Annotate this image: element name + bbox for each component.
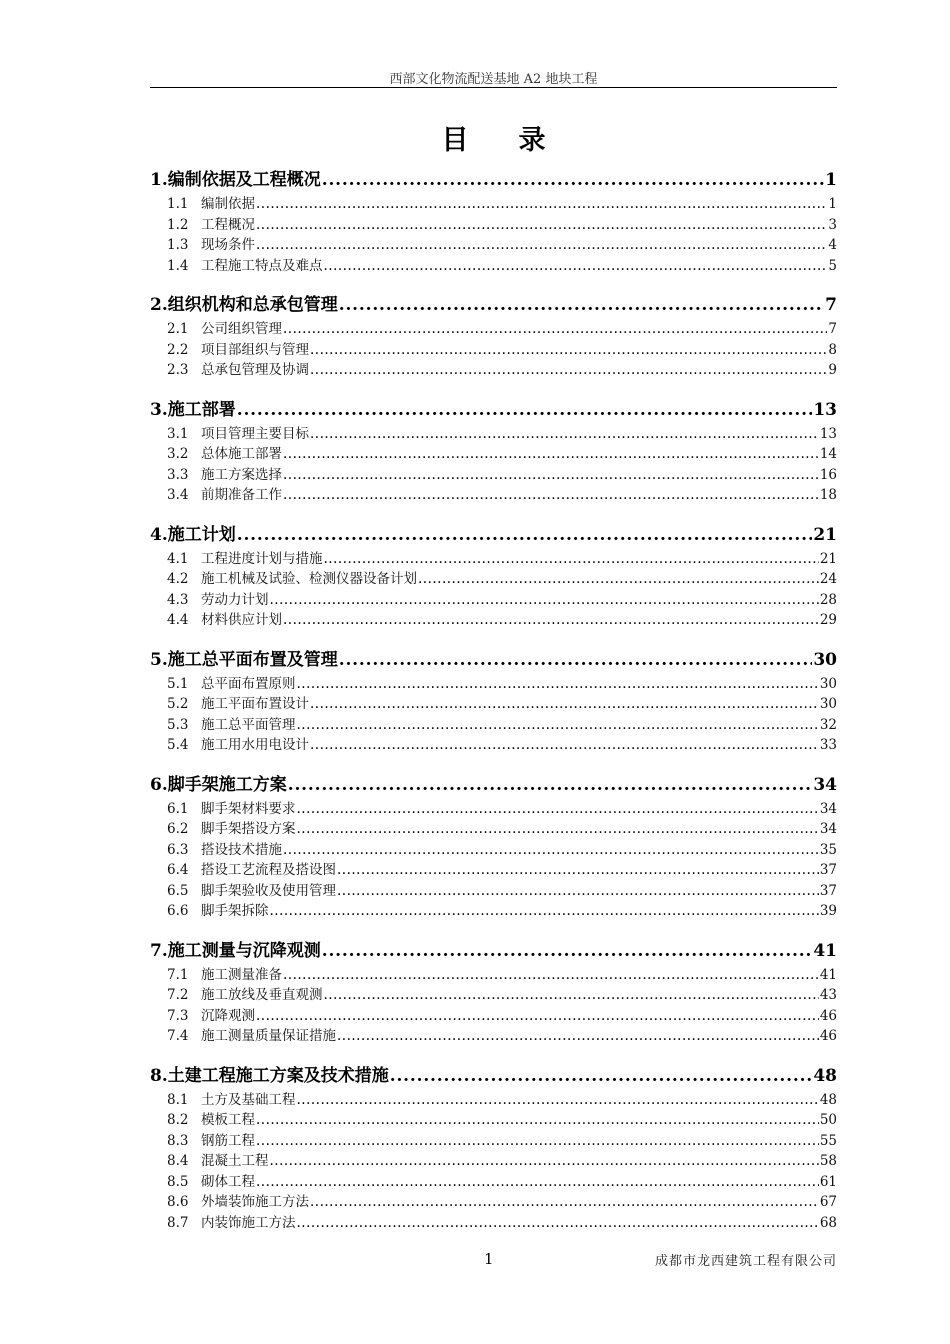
chapter-page-number: 7 (825, 295, 837, 315)
subsection-number: 6.4 (167, 862, 189, 878)
subsection-page-number: 14 (819, 446, 837, 462)
chapter-page-number: 21 (813, 524, 837, 545)
subsection-page-number: 30 (819, 696, 837, 712)
toc-section (150, 771, 837, 922)
toc-section (150, 166, 837, 276)
subsection-number: 3.2 (167, 446, 189, 462)
toc-subsection-entry[interactable] (150, 674, 837, 695)
subsection-page-number: 43 (819, 987, 837, 1003)
subsection-number: 5.1 (167, 675, 189, 692)
toc-chapter-entry[interactable] (150, 521, 837, 549)
subsection-page-number: 39 (819, 903, 837, 919)
subsection-page-number: 5 (828, 257, 837, 274)
dot-leader (237, 521, 813, 549)
subsection-number: 7.4 (167, 1028, 189, 1044)
subsection-page-number: 8 (828, 341, 837, 358)
subsection-page-number: 4 (828, 237, 837, 253)
subsection-page-number: 55 (819, 1132, 837, 1149)
dot-leader (310, 360, 827, 381)
chapter-number: 2. (150, 295, 168, 315)
toc-section (150, 646, 837, 756)
toc-subsection-entry[interactable] (150, 1172, 837, 1193)
subsection-page-number: 18 (819, 487, 837, 503)
subsection-number: 4.3 (167, 591, 189, 608)
dot-leader (270, 1151, 819, 1172)
subsection-number: 1.1 (167, 196, 189, 212)
subsection-title: 施工测量质量保证措施 (201, 1028, 336, 1044)
subsection-title: 工程施工特点及难点 (201, 257, 323, 274)
toc-chapter-entry[interactable] (150, 937, 837, 965)
page-title: 目录 (441, 125, 596, 156)
chapter-number: 8. (150, 1065, 168, 1086)
subsection-number: 4.1 (167, 550, 189, 567)
dot-leader (322, 937, 813, 965)
subsection-page-number: 34 (819, 821, 837, 837)
subsection-page-number: 50 (819, 1112, 837, 1128)
subsection-title: 脚手架验收及使用管理 (201, 882, 336, 899)
subsection-title: 模板工程 (201, 1112, 255, 1128)
toc-subsection-entry[interactable] (150, 881, 837, 902)
toc-subsection-entry[interactable] (150, 735, 837, 756)
toc-subsection-entry[interactable] (150, 715, 837, 736)
subsection-page-number: 46 (819, 1007, 837, 1024)
footer-company: 成都市龙西建筑工程有限公司 (654, 1254, 837, 1269)
subsection-page-number: 16 (819, 466, 837, 483)
subsection-title: 砌体工程 (201, 1173, 255, 1190)
dot-leader (270, 590, 819, 611)
subsection-page-number: 7 (828, 321, 837, 337)
toc-subsection-entry[interactable] (150, 590, 837, 611)
chapter-page-number: 30 (813, 649, 837, 670)
subsection-title: 搭设技术措施 (201, 841, 282, 858)
toc-subsection-entry[interactable] (150, 215, 837, 236)
subsection-number: 7.3 (167, 1007, 189, 1024)
subsection-page-number: 34 (819, 800, 837, 817)
toc-subsection-entry[interactable] (150, 1213, 837, 1234)
dot-leader (256, 215, 827, 236)
toc-section (150, 291, 837, 381)
dot-leader (256, 1172, 819, 1193)
toc-chapter-entry[interactable] (150, 1062, 837, 1090)
subsection-number: 7.2 (167, 987, 189, 1003)
subsection-page-number: 46 (819, 1028, 837, 1044)
subsection-number: 5.4 (167, 737, 189, 753)
chapter-title: 组织机构和总承包管理 (167, 295, 338, 315)
toc-subsection-entry[interactable] (150, 194, 837, 215)
chapter-page-number: 48 (813, 1065, 837, 1086)
dot-leader (310, 424, 819, 445)
dot-leader (337, 1026, 819, 1047)
subsection-page-number: 30 (819, 675, 837, 692)
subsection-title: 工程进度计划与措施 (201, 550, 323, 567)
toc-subsection-entry[interactable] (150, 1110, 837, 1131)
toc-subsection-entry[interactable] (150, 985, 837, 1006)
toc-section (150, 396, 837, 506)
subsection-title: 施工用水用电设计 (201, 737, 309, 753)
toc-subsection-entry[interactable] (150, 360, 837, 381)
subsection-title: 土方及基础工程 (201, 1091, 296, 1108)
subsection-title: 材料供应计划 (201, 612, 282, 628)
subsection-page-number: 48 (819, 1091, 837, 1108)
subsection-number: 2.1 (167, 321, 189, 337)
subsection-number: 2.3 (167, 362, 189, 378)
subsection-number: 6.3 (167, 841, 189, 858)
toc-subsection-entry[interactable] (150, 1151, 837, 1172)
subsection-title: 外墙装饰施工方法 (201, 1194, 309, 1210)
subsection-title: 施工测量准备 (201, 966, 282, 983)
subsection-title: 项目管理主要目标 (201, 425, 309, 442)
chapter-page-number: 1 (825, 170, 837, 190)
subsection-number: 2.2 (167, 341, 189, 358)
subsection-title: 内装饰施工方法 (201, 1214, 296, 1231)
dot-leader (324, 549, 819, 570)
subsection-title: 现场条件 (201, 237, 255, 253)
dot-leader (339, 291, 824, 319)
chapter-title: 施工总平面布置及管理 (167, 649, 338, 670)
dot-leader (283, 465, 819, 486)
chapter-page-number: 41 (813, 940, 837, 961)
subsection-number: 3.4 (167, 487, 189, 503)
dot-leader (310, 735, 819, 756)
chapter-number: 1. (150, 170, 168, 190)
toc-subsection-entry[interactable] (150, 549, 837, 570)
chapter-page-number: 34 (813, 774, 837, 795)
subsection-page-number: 58 (819, 1153, 837, 1169)
subsection-page-number: 32 (819, 716, 837, 733)
dot-leader (256, 1131, 819, 1152)
subsection-number: 8.7 (167, 1214, 189, 1231)
dot-leader (324, 985, 819, 1006)
subsection-number: 3.3 (167, 466, 189, 483)
chapter-title: 施工部署 (167, 399, 236, 420)
chapter-page-number: 13 (813, 399, 837, 420)
dot-leader (283, 319, 827, 340)
chapter-title: 脚手架施工方案 (167, 774, 287, 795)
dot-leader (297, 799, 819, 820)
subsection-number: 6.1 (167, 800, 189, 817)
subsection-number: 1.3 (167, 237, 189, 253)
dot-leader (324, 256, 828, 277)
dot-leader (256, 1006, 819, 1027)
chapter-number: 7. (150, 940, 168, 961)
subsection-title: 施工平面布置设计 (201, 696, 309, 712)
toc-subsection-entry[interactable] (150, 819, 837, 840)
subsection-title: 总承包管理及协调 (201, 362, 309, 378)
subsection-page-number: 24 (819, 571, 837, 587)
subsection-title: 项目部组织与管理 (201, 341, 309, 358)
subsection-number: 4.4 (167, 612, 189, 628)
toc-subsection-entry[interactable] (150, 319, 837, 340)
dot-leader (337, 860, 819, 881)
toc-chapter-entry[interactable] (150, 396, 837, 424)
dot-leader (297, 1090, 819, 1111)
chapter-title: 施工测量与沉降观测 (167, 940, 321, 961)
subsection-number: 3.1 (167, 425, 189, 442)
dot-leader (283, 610, 819, 631)
dot-leader (288, 771, 813, 799)
dot-leader (310, 340, 827, 361)
chapter-number: 5. (150, 649, 168, 670)
toc-subsection-entry[interactable] (150, 840, 837, 861)
subsection-title: 公司组织管理 (201, 321, 282, 337)
subsection-number: 6.2 (167, 821, 189, 837)
subsection-title: 混凝土工程 (201, 1153, 269, 1169)
toc-subsection-entry[interactable] (150, 610, 837, 631)
subsection-number: 8.5 (167, 1173, 189, 1190)
dot-leader (310, 1192, 819, 1213)
toc-subsection-entry[interactable] (150, 444, 837, 465)
toc-subsection-entry[interactable] (150, 569, 837, 590)
dot-leader (390, 1062, 813, 1090)
toc-subsection-entry[interactable] (150, 424, 837, 445)
subsection-title: 前期准备工作 (201, 487, 282, 503)
subsection-number: 6.6 (167, 903, 189, 919)
subsection-title: 脚手架拆除 (201, 903, 269, 919)
subsection-page-number: 13 (819, 425, 837, 442)
chapter-title: 土建工程施工方案及技术措施 (167, 1065, 389, 1086)
toc-subsection-entry[interactable] (150, 340, 837, 361)
chapter-number: 3. (150, 399, 168, 420)
dot-leader (339, 646, 813, 674)
dot-leader (297, 1213, 819, 1234)
toc-subsection-entry[interactable] (150, 256, 837, 277)
subsection-page-number: 3 (828, 216, 837, 233)
subsection-page-number: 29 (819, 612, 837, 628)
subsection-page-number: 33 (819, 737, 837, 753)
subsection-title: 施工方案选择 (201, 466, 282, 483)
dot-leader (283, 485, 819, 506)
dot-leader (297, 674, 819, 695)
toc-subsection-entry[interactable] (150, 485, 837, 506)
header-rule (150, 87, 837, 88)
subsection-page-number: 21 (819, 550, 837, 567)
subsection-title: 编制依据 (201, 196, 255, 212)
subsection-number: 8.2 (167, 1112, 189, 1128)
dot-leader (310, 694, 819, 715)
subsection-page-number: 61 (819, 1173, 837, 1190)
toc-section (150, 937, 837, 1047)
dot-leader (270, 901, 819, 922)
chapter-title: 施工计划 (167, 524, 236, 545)
toc-chapter-entry[interactable] (150, 771, 837, 799)
table-of-contents (150, 166, 837, 1248)
toc-subsection-entry[interactable] (150, 694, 837, 715)
subsection-page-number: 9 (828, 362, 837, 378)
toc-subsection-entry[interactable] (150, 1090, 837, 1111)
toc-chapter-entry[interactable] (150, 166, 837, 194)
subsection-page-number: 37 (819, 862, 837, 878)
subsection-page-number: 68 (819, 1214, 837, 1231)
toc-subsection-entry[interactable] (150, 1192, 837, 1213)
subsection-title: 工程概况 (201, 216, 255, 233)
toc-section (150, 1062, 837, 1234)
subsection-number: 7.1 (167, 966, 189, 983)
subsection-page-number: 35 (819, 841, 837, 858)
subsection-page-number: 67 (819, 1194, 837, 1210)
dot-leader (283, 840, 819, 861)
dot-leader (337, 881, 819, 902)
chapter-title: 编制依据及工程概况 (167, 170, 321, 190)
subsection-number: 6.5 (167, 882, 189, 899)
dot-leader (237, 396, 813, 424)
chapter-number: 6. (150, 774, 168, 795)
subsection-number: 5.2 (167, 696, 189, 712)
toc-chapter-entry[interactable] (150, 646, 837, 674)
subsection-page-number: 1 (828, 196, 837, 212)
toc-section (150, 521, 837, 631)
toc-subsection-entry[interactable] (150, 965, 837, 986)
running-header: 西部文化物流配送基地 A2 地块工程 (389, 72, 598, 87)
toc-subsection-entry[interactable] (150, 901, 837, 922)
subsection-page-number: 37 (819, 882, 837, 899)
chapter-number: 4. (150, 524, 168, 545)
subsection-title: 总平面布置原则 (201, 675, 296, 692)
dot-leader (418, 569, 819, 590)
dot-leader (256, 1110, 819, 1131)
toc-subsection-entry[interactable] (150, 860, 837, 881)
dot-leader (256, 235, 827, 256)
subsection-title: 搭设工艺流程及搭设图 (201, 862, 336, 878)
toc-subsection-entry[interactable] (150, 465, 837, 486)
subsection-number: 1.4 (167, 257, 189, 274)
toc-subsection-entry[interactable] (150, 1006, 837, 1027)
footer-page-number: 1 (484, 1250, 494, 1268)
subsection-title: 施工机械及试验、检测仪器设备计划 (201, 571, 417, 587)
subsection-page-number: 41 (819, 966, 837, 983)
dot-leader (297, 715, 819, 736)
subsection-number: 8.1 (167, 1091, 189, 1108)
subsection-title: 施工放线及垂直观测 (201, 987, 323, 1003)
subsection-title: 劳动力计划 (201, 591, 269, 608)
toc-subsection-entry[interactable] (150, 1026, 837, 1047)
toc-subsection-entry[interactable] (150, 235, 837, 256)
dot-leader (283, 444, 819, 465)
dot-leader (322, 166, 824, 194)
subsection-number: 8.4 (167, 1153, 189, 1169)
subsection-number: 1.2 (167, 216, 189, 233)
subsection-title: 施工总平面管理 (201, 716, 296, 733)
subsection-title: 总体施工部署 (201, 446, 282, 462)
toc-chapter-entry[interactable] (150, 291, 837, 319)
subsection-number: 8.3 (167, 1132, 189, 1149)
toc-subsection-entry[interactable] (150, 799, 837, 820)
subsection-title: 沉降观测 (201, 1007, 255, 1024)
dot-leader (256, 194, 827, 215)
subsection-title: 钢筋工程 (201, 1132, 255, 1149)
dot-leader (297, 819, 819, 840)
subsection-number: 5.3 (167, 716, 189, 733)
subsection-title: 脚手架搭设方案 (201, 821, 296, 837)
subsection-title: 脚手架材料要求 (201, 800, 296, 817)
dot-leader (283, 965, 819, 986)
toc-subsection-entry[interactable] (150, 1131, 837, 1152)
subsection-page-number: 28 (819, 591, 837, 608)
subsection-number: 8.6 (167, 1194, 189, 1210)
subsection-number: 4.2 (167, 571, 189, 587)
